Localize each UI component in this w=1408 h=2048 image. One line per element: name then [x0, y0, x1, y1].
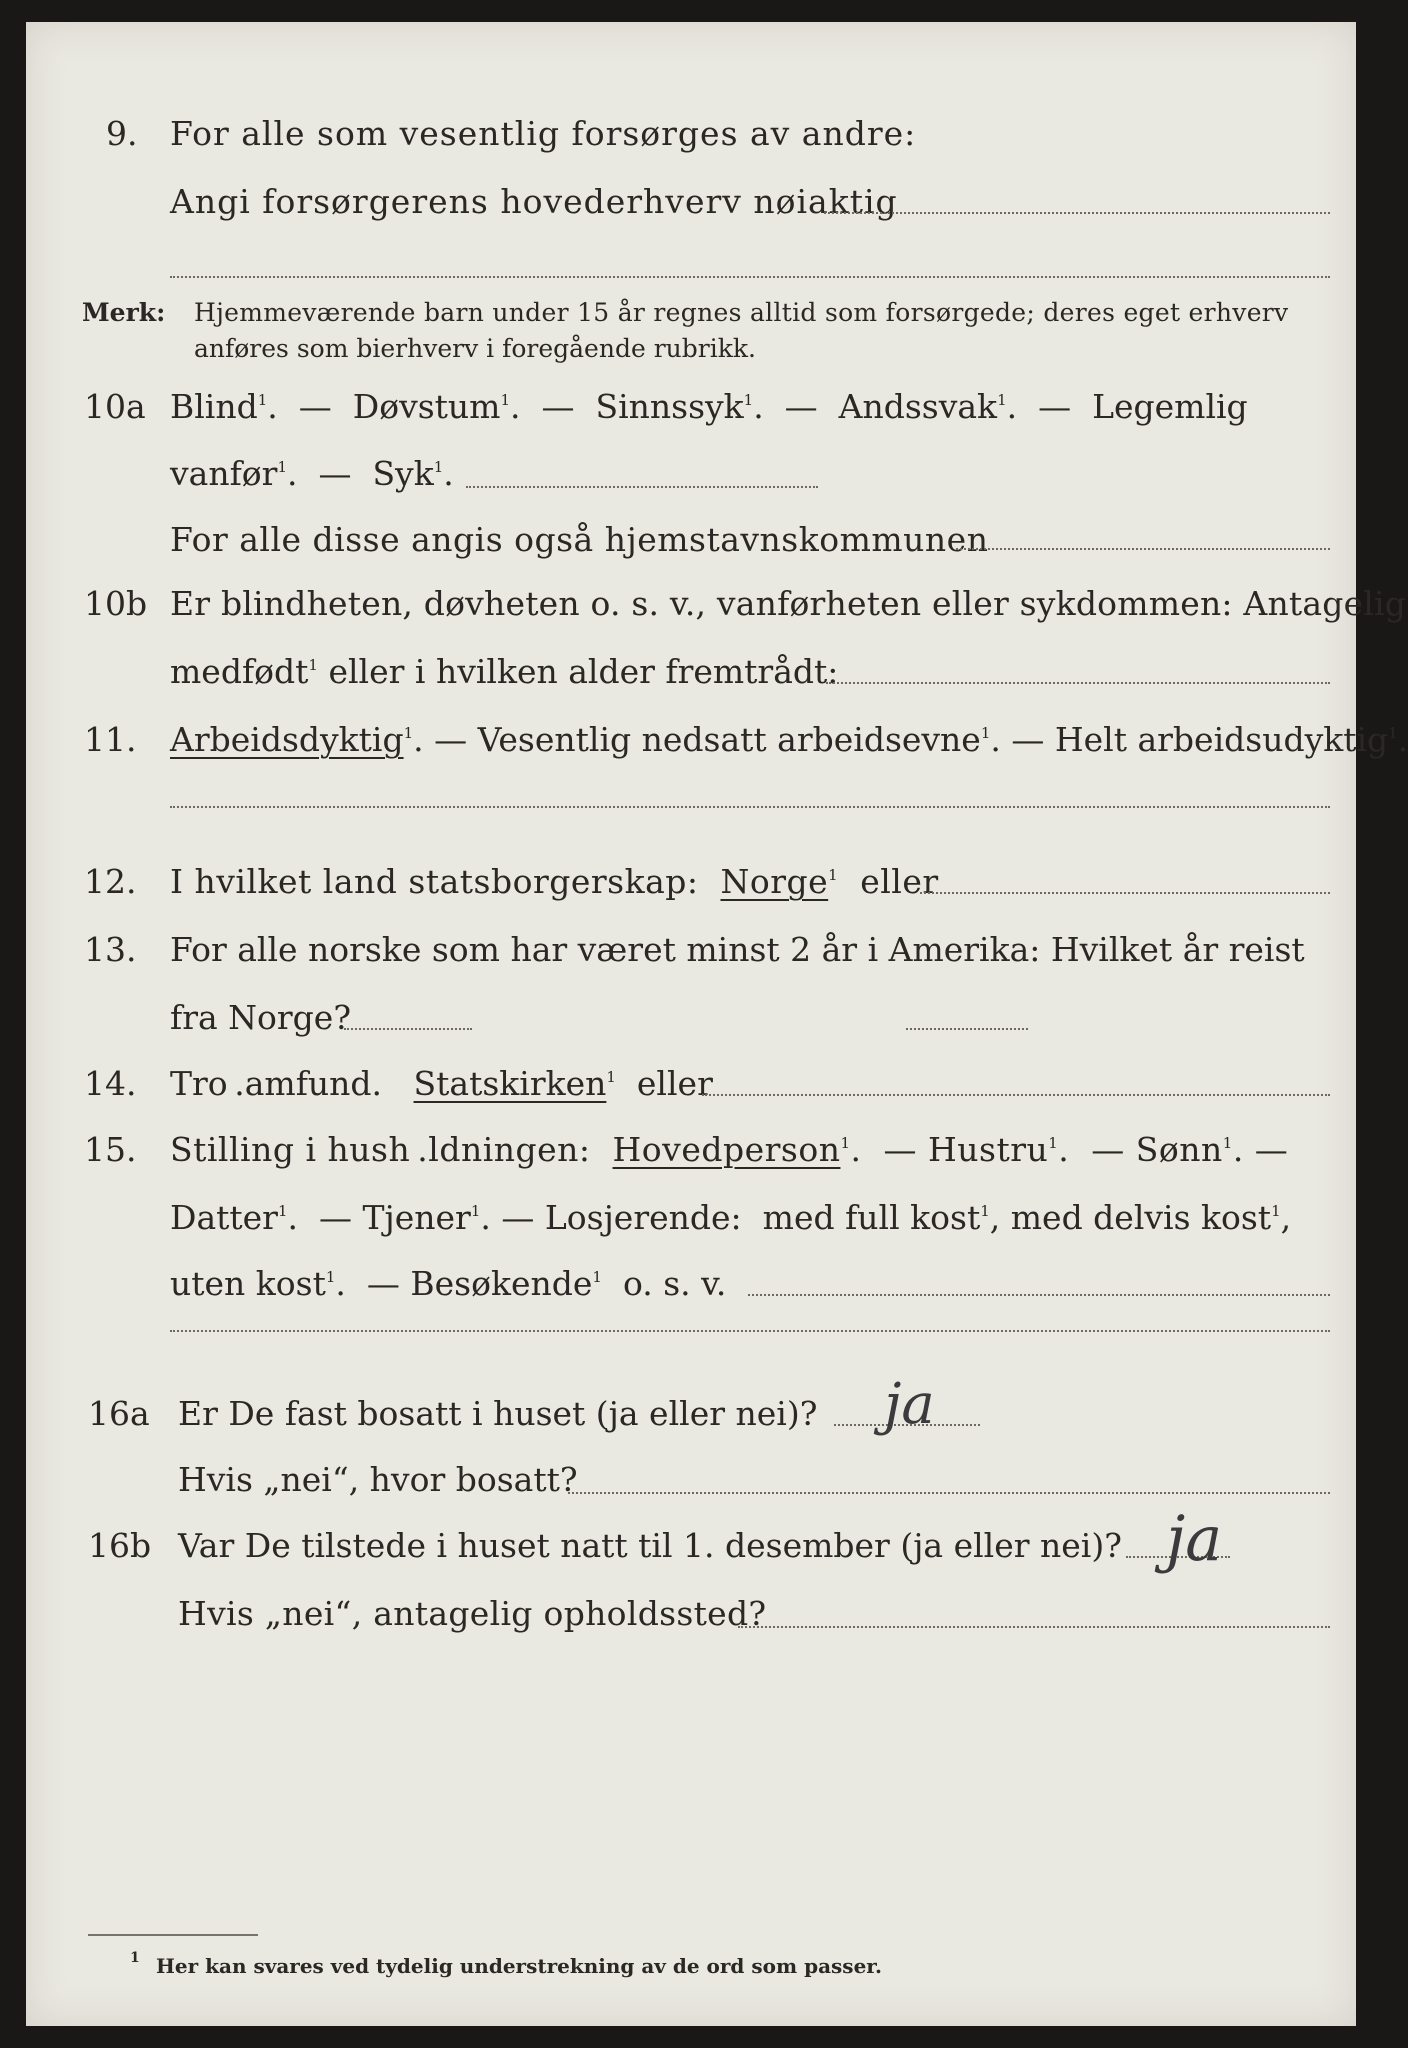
besokende-option[interactable]: — Besøkende [366, 1264, 593, 1303]
statskirken-option[interactable]: Statskirken [413, 1064, 607, 1103]
q16b-number: 16b [88, 1526, 152, 1565]
footnote-rule [88, 1934, 258, 1936]
q16b-opholdssted-line[interactable] [738, 1626, 1330, 1628]
nedsatt-option[interactable]: — Vesentlig nedsatt arbeidsevne [434, 720, 981, 759]
q9-answer-line-2[interactable] [170, 276, 1330, 278]
q13-number: 13. [84, 930, 137, 969]
q13-hjemkommet-line[interactable] [906, 1028, 1028, 1030]
q16a-line2: Hvis „nei“, hvor bosatt? [178, 1460, 578, 1499]
q16b-handwritten-answer[interactable]: ja [1166, 1502, 1223, 1575]
q15-line3: uten kost$^1$. — Besøkende$^1$ o. s. v. [170, 1264, 727, 1303]
merk-line2: anføres som bierhverv i foregående rubrikk. [194, 334, 756, 363]
q16b-line2: Hvis „nei“, antagelig opholdssted? [178, 1594, 767, 1633]
sonn-option[interactable]: — Sønn [1091, 1130, 1223, 1169]
footnote-mark: 1 [130, 1950, 140, 1966]
form-page [26, 22, 1408, 2026]
med-delvis-kost-option[interactable]: , med delvis kost [989, 1198, 1272, 1237]
q16a-line1: Er De fast bosatt i huset (ja eller nei)? [178, 1394, 818, 1433]
medfodt-option[interactable]: medfødt [170, 652, 309, 691]
tjener-option[interactable]: — Tjener [319, 1198, 471, 1237]
q12-number: 12. [84, 862, 137, 901]
q13-fra: fra Norge? [170, 998, 352, 1037]
legemlig-option[interactable]: Legemlig [1092, 387, 1248, 426]
q10a-line3: For alle disse angis også hjemstavnskommunen [170, 520, 989, 559]
q14-number: 14. [84, 1064, 137, 1103]
q10b-number: 10b [84, 584, 148, 623]
datter-option[interactable]: Datter [170, 1198, 278, 1237]
q14-line: Tro .amfund. Statskirken$^1$ eller [170, 1064, 713, 1103]
q10b-line2: medfødt$^1$ eller i hvilken alder fremtrådt: [170, 652, 839, 691]
q15-answer-line[interactable] [748, 1294, 1330, 1296]
norge-option[interactable]: Norge [720, 862, 829, 901]
q15-line2: Datter$^1$. — Tjener$^1$. — Losjerende: med full kost$^1$, med delvis kost$^1$, [170, 1198, 1292, 1237]
hustru-option[interactable]: — Hustru [883, 1130, 1049, 1169]
q15-number: 15. [84, 1130, 137, 1169]
q11-number: 11. [84, 720, 137, 759]
andssvak-option[interactable]: Andssvak [838, 387, 998, 426]
q10a-number: 10a [84, 387, 146, 426]
q9-number: 9. [106, 114, 138, 153]
footnote-text: Her kan svares ved tydelig understrekning av de ord som passer. [156, 1954, 882, 1978]
q10a-line1: Blind$^1$. — Døvstum$^1$. — Sinnssyk$^1$. — Andssvak$^1$. — Legemlig [170, 387, 1248, 426]
vanfor-option[interactable]: vanfør [170, 454, 278, 493]
q10a-line2: vanfør$^1$. — Syk$^1$. [170, 454, 454, 493]
q10b-line1: Er blindheten, døvheten o. s. v., vanførheten eller sykdommen: Antagelig [170, 584, 1407, 623]
q13-reist-line[interactable] [344, 1028, 472, 1030]
uten-kost-option[interactable]: uten kost [170, 1264, 326, 1303]
q16a-bosatt-line[interactable] [568, 1492, 1330, 1494]
q12-line: I hvilket land statsborgerskap: Norge$^1$ eller [170, 862, 939, 901]
q13-line1: For alle norske som har været minst 2 år i Amerika: Hvilket år reist [170, 930, 1305, 969]
dovstum-option[interactable]: Døvstum [352, 387, 501, 426]
q16a-handwritten-answer[interactable]: ja [884, 1372, 935, 1437]
udyktig-option[interactable]: — Helt arbeidsudyktig [1011, 720, 1389, 759]
q9-line2: Angi forsørgerens hovederhverv nøiaktig [170, 182, 898, 221]
q15-line1: Stilling i hush .ldningen: Hovedperson$^1$. — Hustru$^1$. — Sønn$^1$. — [170, 1130, 1289, 1169]
q16b-line1: Var De tilstede i huset natt til 1. desember (ja eller nei)? [178, 1526, 1122, 1565]
q15-answer-line-2[interactable] [170, 1330, 1330, 1332]
q11-line: Arbeidsdyktig$^1$. — Vesentlig nedsatt arbeidsevne$^1$. — Helt arbeidsudyktig$^1$. [170, 720, 1408, 759]
q10b-answer-line[interactable] [826, 682, 1330, 684]
sinnssyk-option[interactable]: Sinnssyk [595, 387, 744, 426]
q9-answer-line[interactable] [824, 212, 1330, 214]
merk-label: Merk: [82, 298, 166, 327]
hovedperson-option[interactable]: Hovedperson [612, 1130, 841, 1169]
q11-answer-line[interactable] [170, 806, 1330, 808]
blind-option[interactable]: Blind [170, 387, 258, 426]
arbeidsdyktig-option[interactable]: Arbeidsdyktig [170, 720, 404, 759]
med-full-kost-option[interactable]: med full kost [762, 1198, 981, 1237]
q10a-answer-line[interactable] [466, 486, 818, 488]
merk-line1: Hjemmeværende barn under 15 år regnes alltid som forsørgede; deres eget erhverv [194, 298, 1289, 327]
q12-answer-line[interactable] [920, 892, 1330, 894]
q10a-hjemstavn-line[interactable] [956, 548, 1330, 550]
q16a-number: 16a [88, 1394, 150, 1433]
q9-line1: For alle som vesentlig forsørges av andre: [170, 114, 917, 153]
syk-option[interactable]: Syk [372, 454, 434, 493]
q14-answer-line[interactable] [702, 1094, 1330, 1096]
